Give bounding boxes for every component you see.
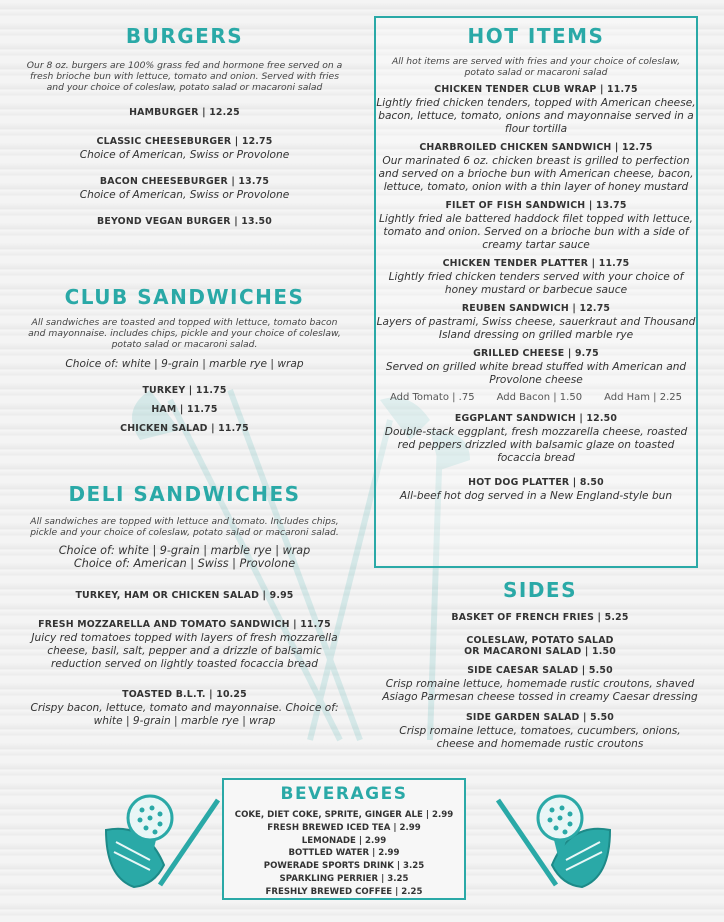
item-name: TURKEY | 11.75 bbox=[142, 385, 227, 396]
item-name: BACON CHEESEBURGER | 13.75 bbox=[99, 176, 270, 187]
addon-bacon: Add Bacon | 1.50 bbox=[496, 392, 583, 403]
item-desc: Crisp romaine lettuce, tomatoes, cucumbers, onions, cheese and homemade rustic croutons bbox=[399, 725, 681, 750]
item-desc: Lightly fried chicken tenders, topped with American cheese, bacon, lettuce, tomato, onions and mayonnaise served in a flour tortilla bbox=[376, 97, 696, 135]
beverage-item: LEMONADE | 2.99 bbox=[301, 835, 387, 846]
item-desc: Juicy red tomatoes topped with layers of fresh mozzarella cheese, basil, salt, pepper and a drizzle of balsamic reduction served on lightly toasted focaccia bread bbox=[31, 632, 338, 670]
item-name: BEYOND VEGAN BURGER | 13.50 bbox=[97, 216, 272, 227]
hot-item bbox=[376, 142, 696, 194]
item-name: BASKET OF FRENCH FRIES | 5.25 bbox=[451, 612, 629, 623]
left-column bbox=[22, 20, 347, 728]
beverage-item: POWERADE SPORTS DRINK | 3.25 bbox=[263, 861, 425, 872]
deli-choice-cheese: Choice of: American | Swiss | Provolone bbox=[73, 557, 296, 570]
deli-title: DELI SANDWICHES bbox=[68, 482, 301, 506]
item-name: SIDE CAESAR SALAD | 5.50 bbox=[467, 665, 613, 676]
item-desc: Lightly fried ale battered haddock filet topped with lettuce, tomato and onion. Served on a brioche bun with a side of creamy tartar sauce bbox=[378, 213, 693, 251]
club-choice: Choice of: white | 9-grain | marble rye | wrap bbox=[65, 358, 304, 370]
item-name: CHICKEN TENDER PLATTER | 11.75 bbox=[442, 258, 630, 269]
beverage-item: BOTTLED WATER | 2.99 bbox=[288, 848, 400, 859]
item-name: HAM | 11.75 bbox=[151, 404, 218, 415]
burger-item bbox=[22, 216, 347, 227]
club-sandwiches-section bbox=[22, 285, 347, 438]
club-note: All sandwiches are toasted and topped with lettuce, tomato bacon and mayonnaise. includes chips, pickle and your choice of coleslaw, potato salad or macaroni salad. bbox=[28, 317, 341, 350]
item-desc: Served on grilled white bread stuffed with American and Provolone cheese bbox=[385, 361, 687, 386]
beverage-item: FRESH BREWED ICED TEA | 2.99 bbox=[267, 822, 421, 833]
item-name: REUBEN SANDWICH | 12.75 bbox=[461, 303, 611, 314]
hot-item bbox=[376, 477, 696, 503]
hot-items-section bbox=[376, 24, 696, 503]
deli-sandwiches-section bbox=[22, 482, 347, 728]
item-desc: Crispy bacon, lettuce, tomato and mayonnaise. Choice of: white | 9-grain | marble rye | wrap bbox=[30, 702, 339, 727]
club-title: CLUB SANDWICHES bbox=[64, 285, 305, 309]
hot-item bbox=[376, 348, 696, 403]
item-desc: All-beef hot dog served in a New England-style bun bbox=[399, 490, 673, 502]
burgers-section bbox=[22, 24, 347, 227]
beverages-box bbox=[222, 778, 466, 900]
item-name: FRESH MOZZARELLA AND TOMATO SANDWICH | 11.75 bbox=[38, 619, 331, 630]
item-name: CHICKEN SALAD | 11.75 bbox=[120, 423, 249, 434]
burgers-title: BURGERS bbox=[125, 24, 244, 48]
item-name: OR MACARONI SALAD | 1.50 bbox=[464, 646, 616, 657]
grilled-cheese-addons bbox=[376, 392, 696, 403]
item-desc: Double-stack eggplant, fresh mozzarella cheese, roasted red peppers drizzled with balsamic glaze on toasted focaccia bread bbox=[384, 426, 688, 464]
deli-item bbox=[22, 689, 347, 728]
item-desc: Choice of American, Swiss or Provolone bbox=[79, 189, 290, 201]
item-desc: Lightly fried chicken tenders served with your choice of honey mustard or barbecue sauce bbox=[388, 271, 684, 296]
golf-ball-club-icon-right bbox=[494, 790, 616, 902]
item-desc: Layers of pastrami, Swiss cheese, sauerkraut and Thousand Island dressing on grilled marble rye bbox=[376, 316, 696, 341]
hot-note: All hot items are served with fries and your choice of coleslaw, potato salad or macaroni salad bbox=[391, 56, 681, 78]
side-item bbox=[380, 712, 700, 751]
beverages-title: BEVERAGES bbox=[280, 784, 408, 804]
burger-item bbox=[22, 176, 347, 202]
item-name: SIDE GARDEN SALAD | 5.50 bbox=[465, 712, 615, 723]
sides-title: SIDES bbox=[502, 578, 577, 602]
item-name: HOT DOG PLATTER | 8.50 bbox=[468, 477, 604, 488]
addon-tomato: Add Tomato | .75 bbox=[389, 392, 475, 403]
hot-item bbox=[376, 200, 696, 252]
hot-item bbox=[376, 84, 696, 136]
item-name: FILET OF FISH SANDWICH | 13.75 bbox=[445, 200, 627, 211]
item-name: GRILLED CHEESE | 9.75 bbox=[473, 348, 599, 359]
hot-item bbox=[376, 258, 696, 297]
hot-item bbox=[376, 303, 696, 342]
item-desc: Crisp romaine lettuce, homemade rustic croutons, shaved Asiago Parmesan cheese tossed in creamy Caesar dressing bbox=[382, 678, 698, 703]
deli-choice-bread: Choice of: white | 9-grain | marble rye | wrap bbox=[58, 544, 311, 557]
hot-title: HOT ITEMS bbox=[467, 24, 605, 48]
beverage-item: COKE, DIET COKE, SPRITE, GINGER ALE | 2.99 bbox=[234, 810, 454, 820]
item-desc: Choice of American, Swiss or Provolone bbox=[79, 149, 290, 161]
side-item bbox=[380, 665, 700, 704]
deli-note: All sandwiches are topped with lettuce and tomato. Includes chips, pickle and your choice of coleslaw, potato salad or macaroni salad. bbox=[30, 516, 339, 538]
sides-section bbox=[380, 578, 700, 751]
golf-ball-club-icon-left bbox=[100, 790, 222, 902]
hot-items-box bbox=[374, 16, 698, 568]
deli-item bbox=[22, 619, 347, 671]
item-name: HAMBURGER | 12.25 bbox=[129, 107, 240, 118]
burgers-note: Our 8 oz. burgers are 100% grass fed and hormone free served on a fresh brioche bun with lettuce, tomato and onion. Served with fries and your choice of coleslaw, potato salad or macaroni salad bbox=[26, 60, 343, 93]
hot-item bbox=[376, 413, 696, 465]
item-name: CLASSIC CHEESEBURGER | 12.75 bbox=[96, 136, 273, 147]
beverage-item: SPARKLING PERRIER | 3.25 bbox=[279, 873, 409, 884]
burger-item bbox=[22, 107, 347, 118]
item-name: CHICKEN TENDER CLUB WRAP | 11.75 bbox=[434, 84, 638, 95]
item-name: COLESLAW, POTATO SALAD bbox=[466, 635, 614, 646]
item-name: TOASTED B.L.T. | 10.25 bbox=[122, 689, 247, 700]
addon-ham: Add Ham | 2.25 bbox=[604, 392, 682, 403]
burger-item bbox=[22, 136, 347, 162]
item-desc: Our marinated 6 oz. chicken breast is grilled to perfection and served on a brioche bun with American cheese, bacon, lettuce, tomato, onion with a thin layer of honey mustard bbox=[378, 155, 694, 193]
item-name: CHARBROILED CHICKEN SANDWICH | 12.75 bbox=[419, 142, 653, 153]
item-name: EGGPLANT SANDWICH | 12.50 bbox=[454, 413, 618, 424]
item-name: TURKEY, HAM OR CHICKEN SALAD | 9.95 bbox=[75, 590, 294, 601]
beverage-item: FRESHLY BREWED COFFEE | 2.25 bbox=[265, 886, 423, 897]
